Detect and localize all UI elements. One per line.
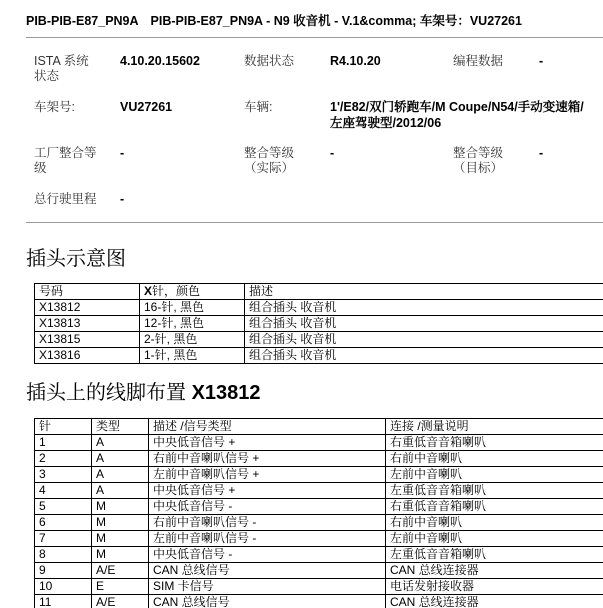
pin-type: M [92, 547, 149, 563]
connector-pins: 16-针, 黑色 [140, 300, 245, 316]
pin-type: A [92, 451, 149, 467]
pin-connection: 左前中音喇叭 [386, 531, 603, 547]
programming-label: 编程数据 [453, 54, 504, 68]
connector-desc: 组合插头 收音机 [245, 348, 603, 364]
factory-level-value: - [120, 146, 125, 160]
connector-code: X13815 [35, 332, 140, 348]
pinout-heading [26, 381, 261, 405]
pin-connection: 左重低音音箱喇叭 [386, 547, 603, 563]
pin-connection: CAN 总线连接器 [386, 595, 603, 608]
table-row [35, 547, 603, 563]
pin-signal: 右前中音喇叭信号 + [149, 451, 386, 467]
col-signal-header: 描述 /信号类型 [149, 419, 386, 435]
pin-type: M [92, 499, 149, 515]
pin-signal: 中央低音信号 - [149, 499, 386, 515]
col-type-header: 类型 [92, 419, 149, 435]
pin-number: 8 [35, 547, 92, 563]
pin-signal: CAN 总线信号 [149, 595, 386, 608]
connector-desc: 组合插头 收音机 [245, 300, 603, 316]
vin-label: 车架号: [34, 100, 75, 114]
table-row [35, 316, 603, 332]
pin-number: 7 [35, 531, 92, 547]
pin-number: 6 [35, 515, 92, 531]
vehicle-value-line2: 左座驾驶型/2012/06 [330, 116, 442, 130]
level-target-value: - [539, 146, 544, 160]
pin-signal: 左前中音喇叭信号 - [149, 531, 386, 547]
table-row [35, 435, 603, 451]
pin-type: E [92, 579, 149, 595]
vehicle-value-line1: 1'/E82/双门轿跑车/M Coupe/N54/手动变速箱/ [330, 100, 584, 114]
pin-type: A [92, 483, 149, 499]
table-row [35, 348, 603, 364]
pin-number: 3 [35, 467, 92, 483]
connector-desc: 组合插头 收音机 [245, 332, 603, 348]
pin-signal: 中央低音信号 + [149, 483, 386, 499]
programming-value: - [539, 54, 544, 68]
pin-connection: CAN 总线连接器 [386, 563, 603, 579]
data-status-value: R4.10.20 [330, 54, 381, 68]
connector-pins: 12-针, 黑色 [140, 316, 245, 332]
table-row [35, 515, 603, 531]
pin-type: A [92, 467, 149, 483]
vin-value: VU27261 [120, 100, 173, 114]
pin-signal: CAN 总线信号 [149, 563, 386, 579]
table-row [35, 467, 603, 483]
pin-connection: 右重低音音箱喇叭 [386, 435, 603, 451]
pin-signal: SIM 卡信号 [149, 579, 386, 595]
factory-level-label: 工厂整合等 级 [34, 146, 97, 175]
pin-type: A/E [92, 595, 149, 608]
table-row [35, 531, 603, 547]
connector-pins: 2-针, 黑色 [140, 332, 245, 348]
pinout-heading-prefix: 插头上的线脚布置 [26, 382, 192, 404]
pinout-table-header [35, 419, 603, 435]
pin-number: 10 [35, 579, 92, 595]
pin-connection: 右重低音音箱喇叭 [386, 499, 603, 515]
pinout-heading-code: X13812 [191, 382, 261, 404]
data-status-label: 数据状态 [244, 54, 295, 68]
pin-signal: 右前中音喇叭信号 - [149, 515, 386, 531]
pin-connection: 左前中音喇叭 [386, 467, 603, 483]
pin-type: A/E [92, 563, 149, 579]
pin-signal: 中央低音信号 - [149, 547, 386, 563]
pin-number: 4 [35, 483, 92, 499]
page-header [26, 11, 603, 29]
table-row [35, 579, 603, 595]
level-target-label: 整合等级 （目标） [453, 146, 504, 175]
table-row [35, 332, 603, 348]
connector-pins: 1-针, 黑色 [140, 348, 245, 364]
pin-number: 1 [35, 435, 92, 451]
table-row [35, 563, 603, 579]
header-title: PIB-PIB-E87_PN9A - N9 收音机 - V.1&comma; 车架号：VU27261 [150, 14, 522, 28]
pin-number: 2 [35, 451, 92, 467]
col-pin-header: 针 [35, 419, 92, 435]
ista-label: ISTA 系统 状态 [34, 54, 89, 83]
connector-code: X13812 [35, 300, 140, 316]
pin-number: 9 [35, 563, 92, 579]
pin-type: M [92, 531, 149, 547]
col-connection-header: 连接 /测量说明 [386, 419, 603, 435]
table-row [35, 483, 603, 499]
mileage-value: - [120, 192, 125, 206]
connector-code: X13816 [35, 348, 140, 364]
ista-value: 4.10.20.15602 [120, 54, 200, 68]
pin-type: A [92, 435, 149, 451]
pin-connection: 电话发射接收器 [386, 579, 603, 595]
pin-number: 11 [35, 595, 92, 608]
connector-table [34, 283, 603, 364]
connector-table-header [35, 284, 603, 300]
pin-connection: 左重低音音箱喇叭 [386, 483, 603, 499]
pin-connection: 右前中音喇叭 [386, 451, 603, 467]
table-row [35, 595, 603, 608]
mileage-label: 总行驶里程 [34, 192, 97, 206]
vehicle-label: 车辆: [244, 100, 273, 114]
pin-signal: 中央低音信号 + [149, 435, 386, 451]
level-actual-value: - [330, 146, 335, 160]
pin-signal: 左前中音喇叭信号 + [149, 467, 386, 483]
col-pins-header: X针，颜色 [140, 284, 245, 300]
table-row [35, 451, 603, 467]
connector-desc: 组合插头 收音机 [245, 316, 603, 332]
pin-number: 5 [35, 499, 92, 515]
level-actual-label: 整合等级 （实际） [244, 146, 295, 175]
col-desc-header: 描述 [245, 284, 603, 300]
connector-overview-heading: 插头示意图 [26, 248, 126, 270]
header-rule [26, 37, 603, 38]
connector-code: X13813 [35, 316, 140, 332]
pin-type: M [92, 515, 149, 531]
table-row [35, 300, 603, 316]
table-row [35, 499, 603, 515]
pinout-table [34, 418, 603, 608]
col-code-header: 号码 [35, 284, 140, 300]
pin-connection: 右前中音喇叭 [386, 515, 603, 531]
header-code: PIB-PIB-E87_PN9A [26, 14, 139, 28]
info-rule [26, 222, 603, 223]
